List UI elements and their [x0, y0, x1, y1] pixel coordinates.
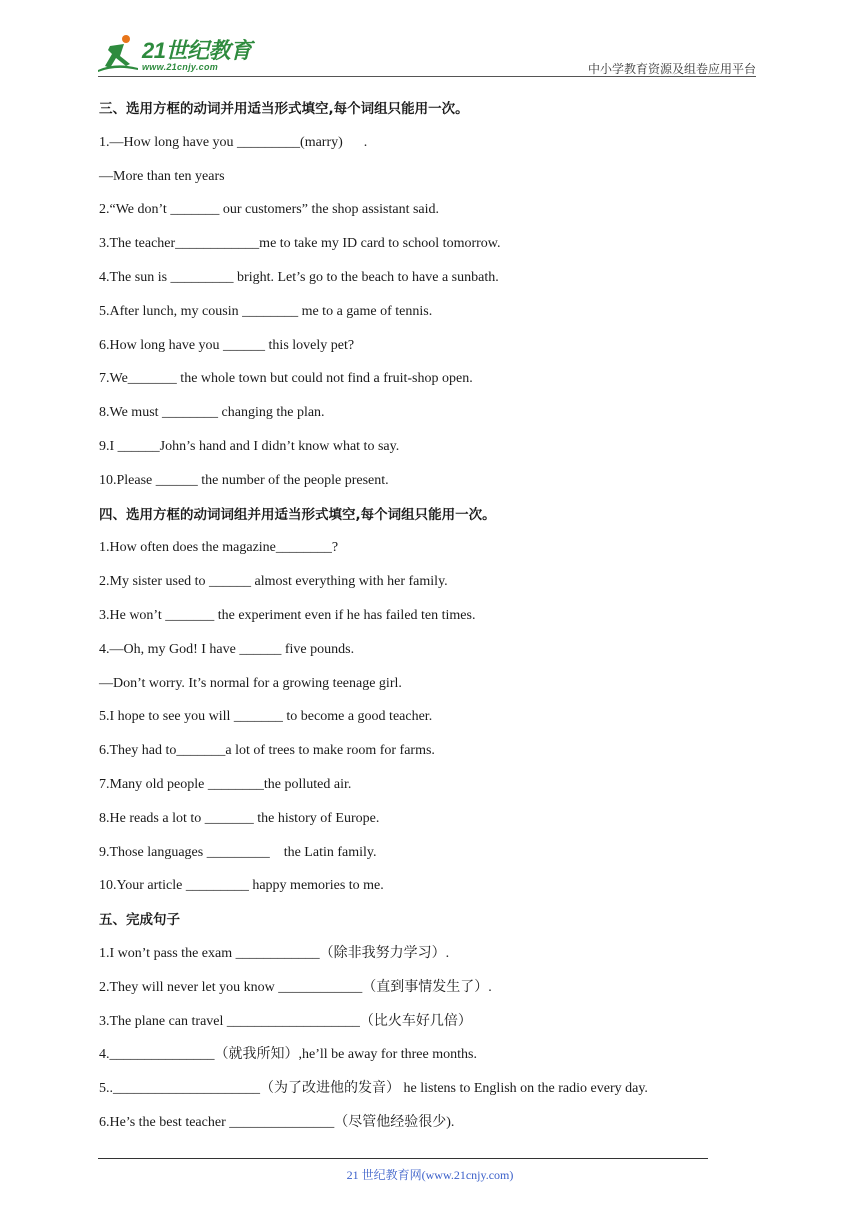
- exercise-item: 5.I hope to see you will _______ to become a good teacher.: [99, 709, 433, 725]
- exercise-item: —Don’t worry. It’s normal for a growing teenage girl.: [99, 675, 402, 691]
- exercise-item: 2.They will never let you know ____________（直到事情发生了）.: [99, 979, 492, 995]
- exercise-item: 10.Your article _________ happy memories to me.: [99, 878, 384, 894]
- exercise-item: 6.How long have you ______ this lovely pet?: [99, 337, 355, 353]
- footer-link[interactable]: 21 世纪教育网(www.21cnjy.com): [346, 1168, 514, 1182]
- exercise-content: [99, 98, 739, 1146]
- exercise-item: 9.I ______John’s hand and I didn’t know what to say.: [99, 438, 400, 454]
- exercise-item: 5.After lunch, my cousin ________ me to a game of tennis.: [99, 303, 433, 319]
- exercise-item: 7.Many old people ________the polluted air.: [99, 776, 352, 792]
- page-header: [0, 0, 860, 80]
- logo-url: www.21cnjy.com: [142, 62, 219, 72]
- exercise-item: 2.My sister used to ______ almost everything with her family.: [99, 574, 448, 590]
- exercise-item: 4._______________（就我所知）,he’ll be away for three months.: [99, 1047, 477, 1063]
- exercise-item: 8.He reads a lot to _______ the history of Europe.: [99, 810, 380, 826]
- exercise-item: 5.._____________________（为了改进他的发音） he listens to English on the radio every day.: [99, 1081, 648, 1097]
- exercise-item: 6.He’s the best teacher _______________（尽管他经验很少).: [99, 1114, 455, 1130]
- exercise-item: 6.They had to_______a lot of trees to make room for farms.: [99, 743, 435, 759]
- platform-name: 中小学教育资源及组卷应用平台: [587, 62, 756, 76]
- section-heading: 三、选用方框的动词并用适当形式填空,每个词组只能用一次。: [99, 101, 469, 117]
- section-heading: 五、完成句子: [99, 912, 180, 929]
- section-heading: 四、选用方框的动词词组并用适当形式填空,每个词组只能用一次。: [99, 506, 496, 523]
- site-logo[interactable]: [96, 32, 266, 78]
- exercise-item: 3.The plane can travel ___________________（比火车好几倍）: [99, 1013, 472, 1029]
- exercise-item: 9.Those languages _________ the Latin family.: [99, 844, 377, 860]
- exercise-item: 7.We_______ the whole town but could not find a fruit-shop open.: [99, 371, 473, 387]
- exercise-item: 10.Please ______ the number of the people present.: [99, 472, 389, 488]
- logo-text: 21世纪教育: [142, 38, 252, 63]
- exercise-item: 1.How often does the magazine________?: [99, 540, 339, 556]
- exercise-item: 4.—Oh, my God! I have ______ five pounds.: [99, 641, 355, 657]
- footer-divider: [98, 1158, 708, 1159]
- exercise-item: —More than ten years: [99, 168, 225, 184]
- exercise-item: 4.The sun is _________ bright. Let’s go to the beach to have a sunbath.: [99, 269, 499, 285]
- exercise-item: 2.“We don’t _______ our customers” the shop assistant said.: [99, 202, 440, 218]
- exercise-item: 3.He won’t _______ the experiment even if he has failed ten times.: [99, 607, 476, 623]
- exercise-item: 8.We must ________ changing the plan.: [99, 405, 325, 421]
- exercise-item: 1.I won’t pass the exam ____________（除非我努力学习）.: [99, 945, 450, 961]
- exercise-item: 3.The teacher____________me to take my ID card to school tomorrow.: [99, 236, 501, 252]
- exercise-item: 1.—How long have you _________(marry) .: [99, 134, 368, 150]
- runner-logo-icon: [96, 32, 140, 76]
- header-divider: [98, 76, 756, 77]
